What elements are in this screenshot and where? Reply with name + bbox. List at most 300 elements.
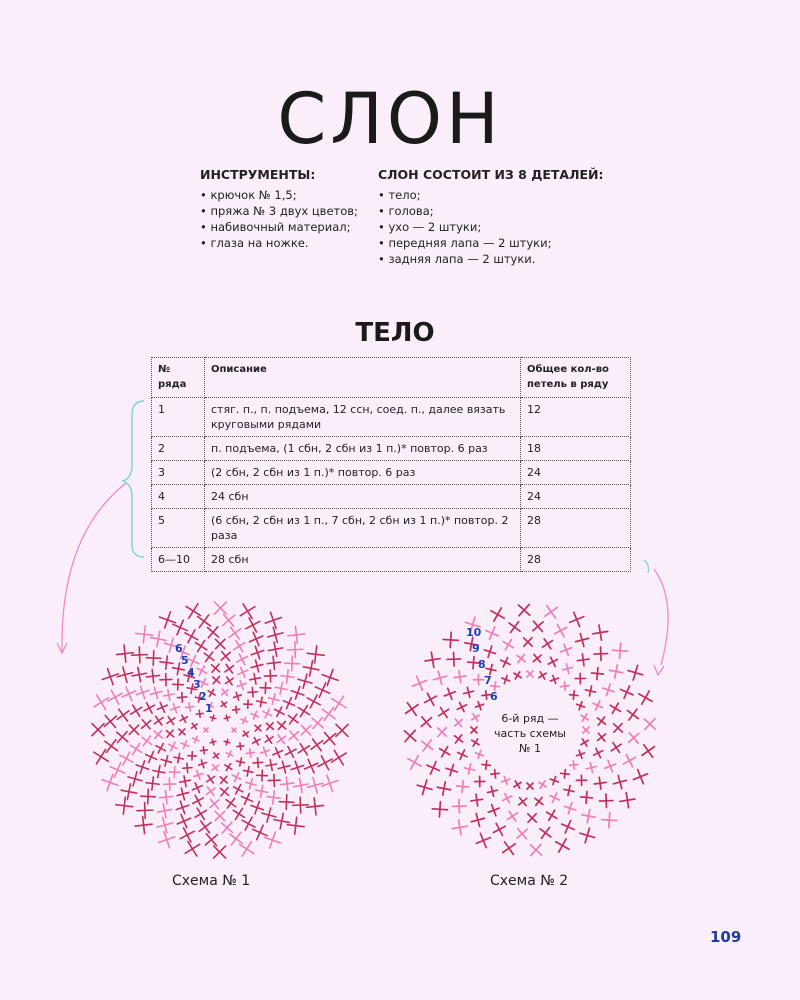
stitch-mark (116, 797, 133, 814)
stitch-mark (225, 764, 232, 771)
stitch-mark (251, 660, 263, 672)
stitch-mark (275, 707, 284, 716)
row-number-label: 3 (193, 678, 201, 691)
stitch-mark (116, 645, 133, 662)
stitch-mark (433, 671, 446, 684)
row-number-label: 6 (490, 690, 498, 703)
stitch-mark (548, 657, 557, 666)
header-description: Описание (205, 358, 521, 398)
stitch-mark (234, 641, 245, 652)
stitch-mark (208, 689, 215, 696)
stitch-mark (289, 731, 298, 740)
stitch-mark (233, 785, 242, 794)
stitch-mark (180, 715, 187, 722)
stitch-mark (164, 690, 175, 701)
stitch-mark (214, 846, 226, 858)
stitch-mark (130, 743, 141, 754)
stitch-mark (564, 803, 575, 814)
stitch-mark (193, 795, 204, 806)
stitch-mark (278, 761, 290, 773)
stitch-mark (122, 687, 135, 700)
stitch-mark (555, 625, 567, 637)
stitch-mark (439, 708, 449, 718)
stitch-mark (196, 710, 203, 717)
stitch-mark (292, 797, 308, 813)
stitch-mark (267, 656, 280, 669)
stitch-mark (264, 832, 280, 848)
stitch-mark (472, 739, 479, 746)
stitch-mark (192, 783, 202, 793)
stitch-mark (169, 742, 178, 751)
stitch-mark (154, 716, 163, 725)
stitch-mark (193, 736, 199, 742)
stitch-mark (233, 706, 240, 713)
row-num: 1 (152, 398, 205, 437)
row-num: 6—10 (152, 548, 205, 572)
stitch-mark (180, 828, 194, 842)
row-count: 24 (521, 485, 631, 509)
stitch-mark (404, 730, 415, 741)
row-num: 4 (152, 485, 205, 509)
page-title: СЛОН (277, 78, 503, 160)
scheme-1-caption: Схема № 1 (172, 873, 251, 889)
stitch-mark (440, 747, 450, 757)
list-item: • набивочный материал; (200, 219, 358, 235)
stitch-mark (135, 817, 152, 834)
stitch-mark (621, 686, 633, 698)
scheme-2-center-label: 6-й ряд — часть схемы № 1 (494, 712, 566, 755)
stitch-mark (406, 703, 419, 716)
stitch-mark (472, 714, 479, 721)
scheme-1-diagram (90, 600, 350, 860)
stitch-mark (324, 733, 336, 745)
stitch-mark (265, 612, 281, 628)
stitch-mark (180, 776, 191, 787)
stitch-mark (514, 781, 521, 788)
stitch-mark (287, 642, 303, 658)
stitch-mark (195, 640, 206, 651)
stitch-mark (233, 808, 244, 819)
list-item: • крючок № 1,5; (200, 187, 358, 203)
stitch-mark (427, 762, 439, 774)
stitch-mark (195, 808, 206, 819)
stitch-mark (471, 794, 483, 806)
row-num: 5 (152, 509, 205, 548)
stitch-mark (212, 764, 218, 770)
row-desc: (6 сбн, 2 сбн из 1 п., 7 сбн, 2 сбн из 1 п.)* повтор. 2 раза (205, 509, 521, 548)
stitch-mark (598, 733, 606, 741)
stitch-mark (475, 750, 483, 758)
parts-list (378, 187, 603, 267)
stitch-mark (475, 702, 483, 710)
stitch-mark (443, 632, 458, 647)
stitch-mark (605, 761, 616, 772)
stitch-mark (556, 839, 569, 852)
stitch-mark (633, 770, 647, 784)
stitch-mark (260, 683, 271, 694)
stitch-mark (267, 791, 280, 804)
list-item: • задняя лапа — 2 штуки. (378, 251, 603, 267)
stitch-mark (263, 709, 272, 718)
section-title: ТЕЛО (355, 318, 435, 348)
stitch-mark (291, 687, 304, 700)
stitch-mark (251, 712, 259, 720)
stitch-mark (266, 760, 277, 771)
stitch-mark (550, 675, 558, 683)
stitch-mark (311, 739, 323, 751)
stitch-mark (210, 799, 219, 808)
stitch-mark (412, 676, 426, 690)
stitch-mark (204, 728, 208, 732)
stitch-mark (465, 764, 475, 774)
list-item: • глаза на ножке. (200, 235, 358, 251)
stitch-mark (146, 777, 159, 790)
stitch-mark (475, 776, 485, 786)
stitch-mark (562, 821, 574, 833)
row-count: 24 (521, 461, 631, 485)
stitch-mark (188, 656, 199, 667)
stitch-mark (117, 731, 128, 742)
stitch-mark (215, 811, 224, 820)
stitch-mark (224, 715, 229, 720)
stitch-mark (142, 736, 152, 746)
stitch-mark (220, 776, 227, 783)
stitch-mark (280, 777, 293, 790)
stitch-mark (185, 630, 198, 643)
stitch-mark (169, 767, 180, 778)
stitch-mark (593, 625, 608, 640)
stitch-mark (322, 708, 335, 721)
stitch-mark (181, 741, 189, 749)
stitch-mark (117, 667, 132, 682)
stitch-mark (237, 743, 244, 750)
stitch-mark (200, 747, 207, 754)
stitch-mark (543, 639, 553, 649)
table-header-row (152, 358, 631, 398)
stitch-mark (539, 672, 546, 679)
header-count: Общее кол-во петель в ряду (521, 358, 631, 398)
row-number-label: 6 (175, 642, 183, 655)
tools-list (200, 187, 358, 251)
stitch-mark (576, 633, 589, 646)
stitch-mark (157, 817, 172, 832)
stitch-mark (322, 669, 338, 685)
stitch-mark (246, 749, 254, 757)
stitch-mark (192, 723, 198, 729)
stitch-mark (225, 664, 234, 673)
stitch-mark (177, 788, 189, 800)
stitch-mark (594, 748, 603, 757)
stitch-mark (264, 670, 276, 682)
stitch-mark (174, 753, 183, 762)
stitch-mark (291, 761, 304, 774)
stitch-mark (539, 781, 546, 788)
stitch-mark (251, 801, 264, 814)
tools-heading: ИНСТРУМЕНТЫ: (200, 167, 316, 182)
stitch-mark (146, 651, 161, 666)
stitch-mark (283, 698, 294, 709)
stitch-mark (422, 740, 433, 751)
stitch-mark (176, 801, 189, 814)
stitch-mark (273, 748, 283, 758)
stitch-mark (185, 842, 200, 857)
stitch-mark (444, 688, 455, 699)
stitch-mark (524, 638, 533, 647)
stitch-mark (102, 669, 118, 685)
stitch-mark (246, 779, 256, 789)
list-item: • голова; (378, 203, 603, 219)
stitch-mark (570, 761, 578, 769)
stitch-mark (613, 776, 626, 789)
stitch-mark (207, 775, 215, 783)
row-number-label: 2 (199, 690, 207, 703)
stitch-mark (580, 828, 595, 843)
stitch-mark (215, 639, 224, 648)
stitch-mark (563, 664, 573, 674)
stitch-mark (602, 812, 617, 827)
stitch-mark (533, 621, 543, 631)
stitch-mark (502, 776, 510, 784)
stitch-mark (564, 786, 574, 796)
stitch-mark (241, 717, 247, 723)
stitch-mark (164, 778, 176, 790)
stitch-mark (561, 682, 569, 690)
stitch-mark (256, 785, 268, 797)
stitch-mark (575, 673, 585, 683)
header-row-num: № ряда (152, 358, 205, 398)
stitch-mark (137, 802, 153, 818)
stitch-mark (167, 730, 174, 737)
stitch-mark (251, 646, 264, 659)
stitch-mark (620, 793, 635, 808)
stitch-mark (221, 822, 232, 833)
stitch-mark (243, 767, 252, 776)
stitch-mark (136, 626, 153, 643)
stitch-mark (94, 695, 109, 710)
stitch-mark (514, 672, 521, 679)
stitch-mark (237, 758, 245, 766)
stitch-mark (421, 717, 431, 727)
stitch-mark (131, 705, 142, 716)
stitch-mark (253, 738, 260, 745)
stitch-mark (545, 606, 558, 619)
stitch-mark (288, 714, 298, 724)
stitch-mark (102, 774, 118, 790)
row-count: 28 (521, 548, 631, 572)
stitch-mark (304, 759, 317, 772)
stitch-mark (612, 643, 627, 658)
stitch-mark (221, 702, 227, 708)
stitch-mark (464, 687, 474, 697)
stitch-mark (250, 674, 261, 685)
stitch-mark (527, 671, 533, 677)
stitch-mark (454, 719, 462, 727)
stitch-mark (238, 667, 248, 677)
stitch-mark (611, 743, 621, 753)
stitch-mark (226, 798, 236, 808)
stitch-mark (206, 787, 215, 796)
stitch-mark (177, 814, 190, 827)
row-number-label: 1 (205, 702, 213, 715)
stitch-mark (197, 666, 206, 675)
stitch-mark (226, 751, 232, 757)
stitch-mark (153, 766, 165, 778)
stitch-mark (159, 612, 175, 628)
stitch-mark (447, 652, 461, 666)
stitch-mark (307, 646, 324, 663)
row-number-label: 9 (472, 642, 480, 655)
stitch-mark (417, 780, 432, 795)
stitch-mark (432, 802, 447, 817)
stitch-mark (610, 703, 620, 713)
stitch-mark (471, 813, 484, 826)
stitch-mark (642, 745, 655, 758)
stitch-mark (288, 626, 305, 643)
stitch-mark (484, 646, 495, 657)
stitch-mark (244, 700, 252, 708)
stitch-mark (425, 693, 437, 705)
stitch-mark (265, 735, 273, 743)
stitch-mark (550, 793, 559, 802)
stitch-mark (223, 614, 235, 626)
stitch-mark (232, 728, 236, 732)
stitch-mark (248, 687, 257, 696)
brace-right (644, 560, 649, 573)
stitch-mark (194, 771, 203, 780)
stitch-mark (279, 795, 294, 810)
stitch-mark (229, 627, 241, 639)
stitch-mark (233, 692, 241, 700)
stitch-mark (307, 798, 324, 815)
stitch-mark (576, 750, 584, 758)
stitch-mark (214, 602, 226, 614)
stitch-mark (627, 709, 638, 720)
stitch-mark (278, 721, 286, 729)
stitch-mark (322, 775, 338, 791)
stitch-mark (241, 793, 252, 804)
stitch-mark (518, 604, 529, 615)
stitch-mark (408, 756, 421, 769)
stitch-mark (173, 679, 184, 690)
row-count: 18 (521, 437, 631, 461)
stitch-mark (594, 647, 608, 661)
list-item: • ухо — 2 штуки; (378, 219, 603, 235)
stitch-mark (446, 764, 457, 775)
stitch-mark (246, 618, 260, 632)
stitch-mark (120, 752, 133, 765)
stitch-mark (438, 728, 447, 737)
stitch-mark (222, 689, 228, 695)
stitch-mark (581, 714, 588, 721)
stitch-mark (146, 751, 157, 762)
stitch-mark (105, 740, 118, 753)
stitch-mark (253, 758, 262, 767)
stitch-mark (298, 744, 309, 755)
stitch-mark (285, 656, 300, 671)
row-num: 2 (152, 437, 205, 461)
stitch-mark (230, 832, 243, 845)
stitch-mark (210, 739, 215, 744)
stitch-mark (519, 798, 527, 806)
stitch-mark (136, 761, 149, 774)
stitch-mark (583, 727, 589, 733)
stitch-mark (491, 770, 499, 778)
stitch-mark (577, 654, 589, 666)
stitch-mark (257, 697, 266, 706)
stitch-mark (336, 724, 348, 736)
stitch-mark (493, 823, 505, 835)
stitch-mark (528, 814, 537, 823)
stitch-mark (157, 804, 171, 818)
stitch-mark (437, 782, 450, 795)
stitch-mark (561, 644, 572, 655)
stitch-mark (454, 671, 466, 683)
row-number-label: 10 (466, 626, 482, 639)
row-num: 3 (152, 461, 205, 485)
stitch-mark (488, 805, 499, 816)
stitch-mark (298, 705, 309, 716)
stitch-mark (261, 747, 270, 756)
row-count: 12 (521, 398, 631, 437)
stitch-mark (243, 731, 249, 737)
stitch-mark (268, 774, 280, 786)
stitch-mark (237, 681, 246, 690)
stitch-mark (221, 652, 230, 661)
stitch-mark (287, 817, 304, 834)
stitch-mark (144, 703, 155, 714)
stitch-mark (274, 813, 290, 829)
stitch-mark (213, 753, 219, 759)
stitch-mark (455, 735, 463, 743)
stitch-mark (108, 690, 122, 704)
stitch-mark (487, 786, 497, 796)
stitch-mark (486, 665, 496, 675)
stitch-mark (501, 658, 510, 667)
stitch-mark (204, 652, 214, 662)
stitch-mark (586, 763, 596, 773)
stitch-mark (550, 776, 558, 784)
stitch-mark (609, 665, 622, 678)
stitch-mark (161, 756, 171, 766)
stitch-mark (576, 775, 586, 785)
stitch-mark (198, 615, 211, 628)
stitch-mark (486, 627, 498, 639)
stitch-mark (452, 799, 466, 813)
stitch-mark (623, 755, 635, 767)
stitch-mark (225, 677, 233, 685)
stitch-mark (92, 724, 104, 736)
stitch-mark (629, 733, 639, 743)
stitch-mark (570, 612, 584, 626)
list-item: • тело; (378, 187, 603, 203)
row-desc: стяг. п., п. подъема, 12 ссн, соед. п., далее вязать круговыми рядами (205, 398, 521, 437)
stitch-mark (237, 654, 248, 665)
stitch-mark (318, 756, 332, 770)
list-item: • пряжа № 3 двух цветов; (200, 203, 358, 219)
stitch-mark (307, 695, 320, 708)
stitch-mark (294, 778, 308, 792)
stitch-mark (597, 717, 605, 725)
row-number-label: 4 (187, 666, 195, 679)
stitch-mark (151, 631, 167, 647)
stitch-mark (581, 791, 593, 803)
stitch-mark (213, 677, 220, 684)
stitch-mark (275, 682, 287, 694)
stitch-mark (457, 703, 466, 712)
stitch-mark (491, 608, 504, 621)
row-number-label: 8 (478, 658, 486, 671)
row-desc: 24 сбн (205, 485, 521, 509)
